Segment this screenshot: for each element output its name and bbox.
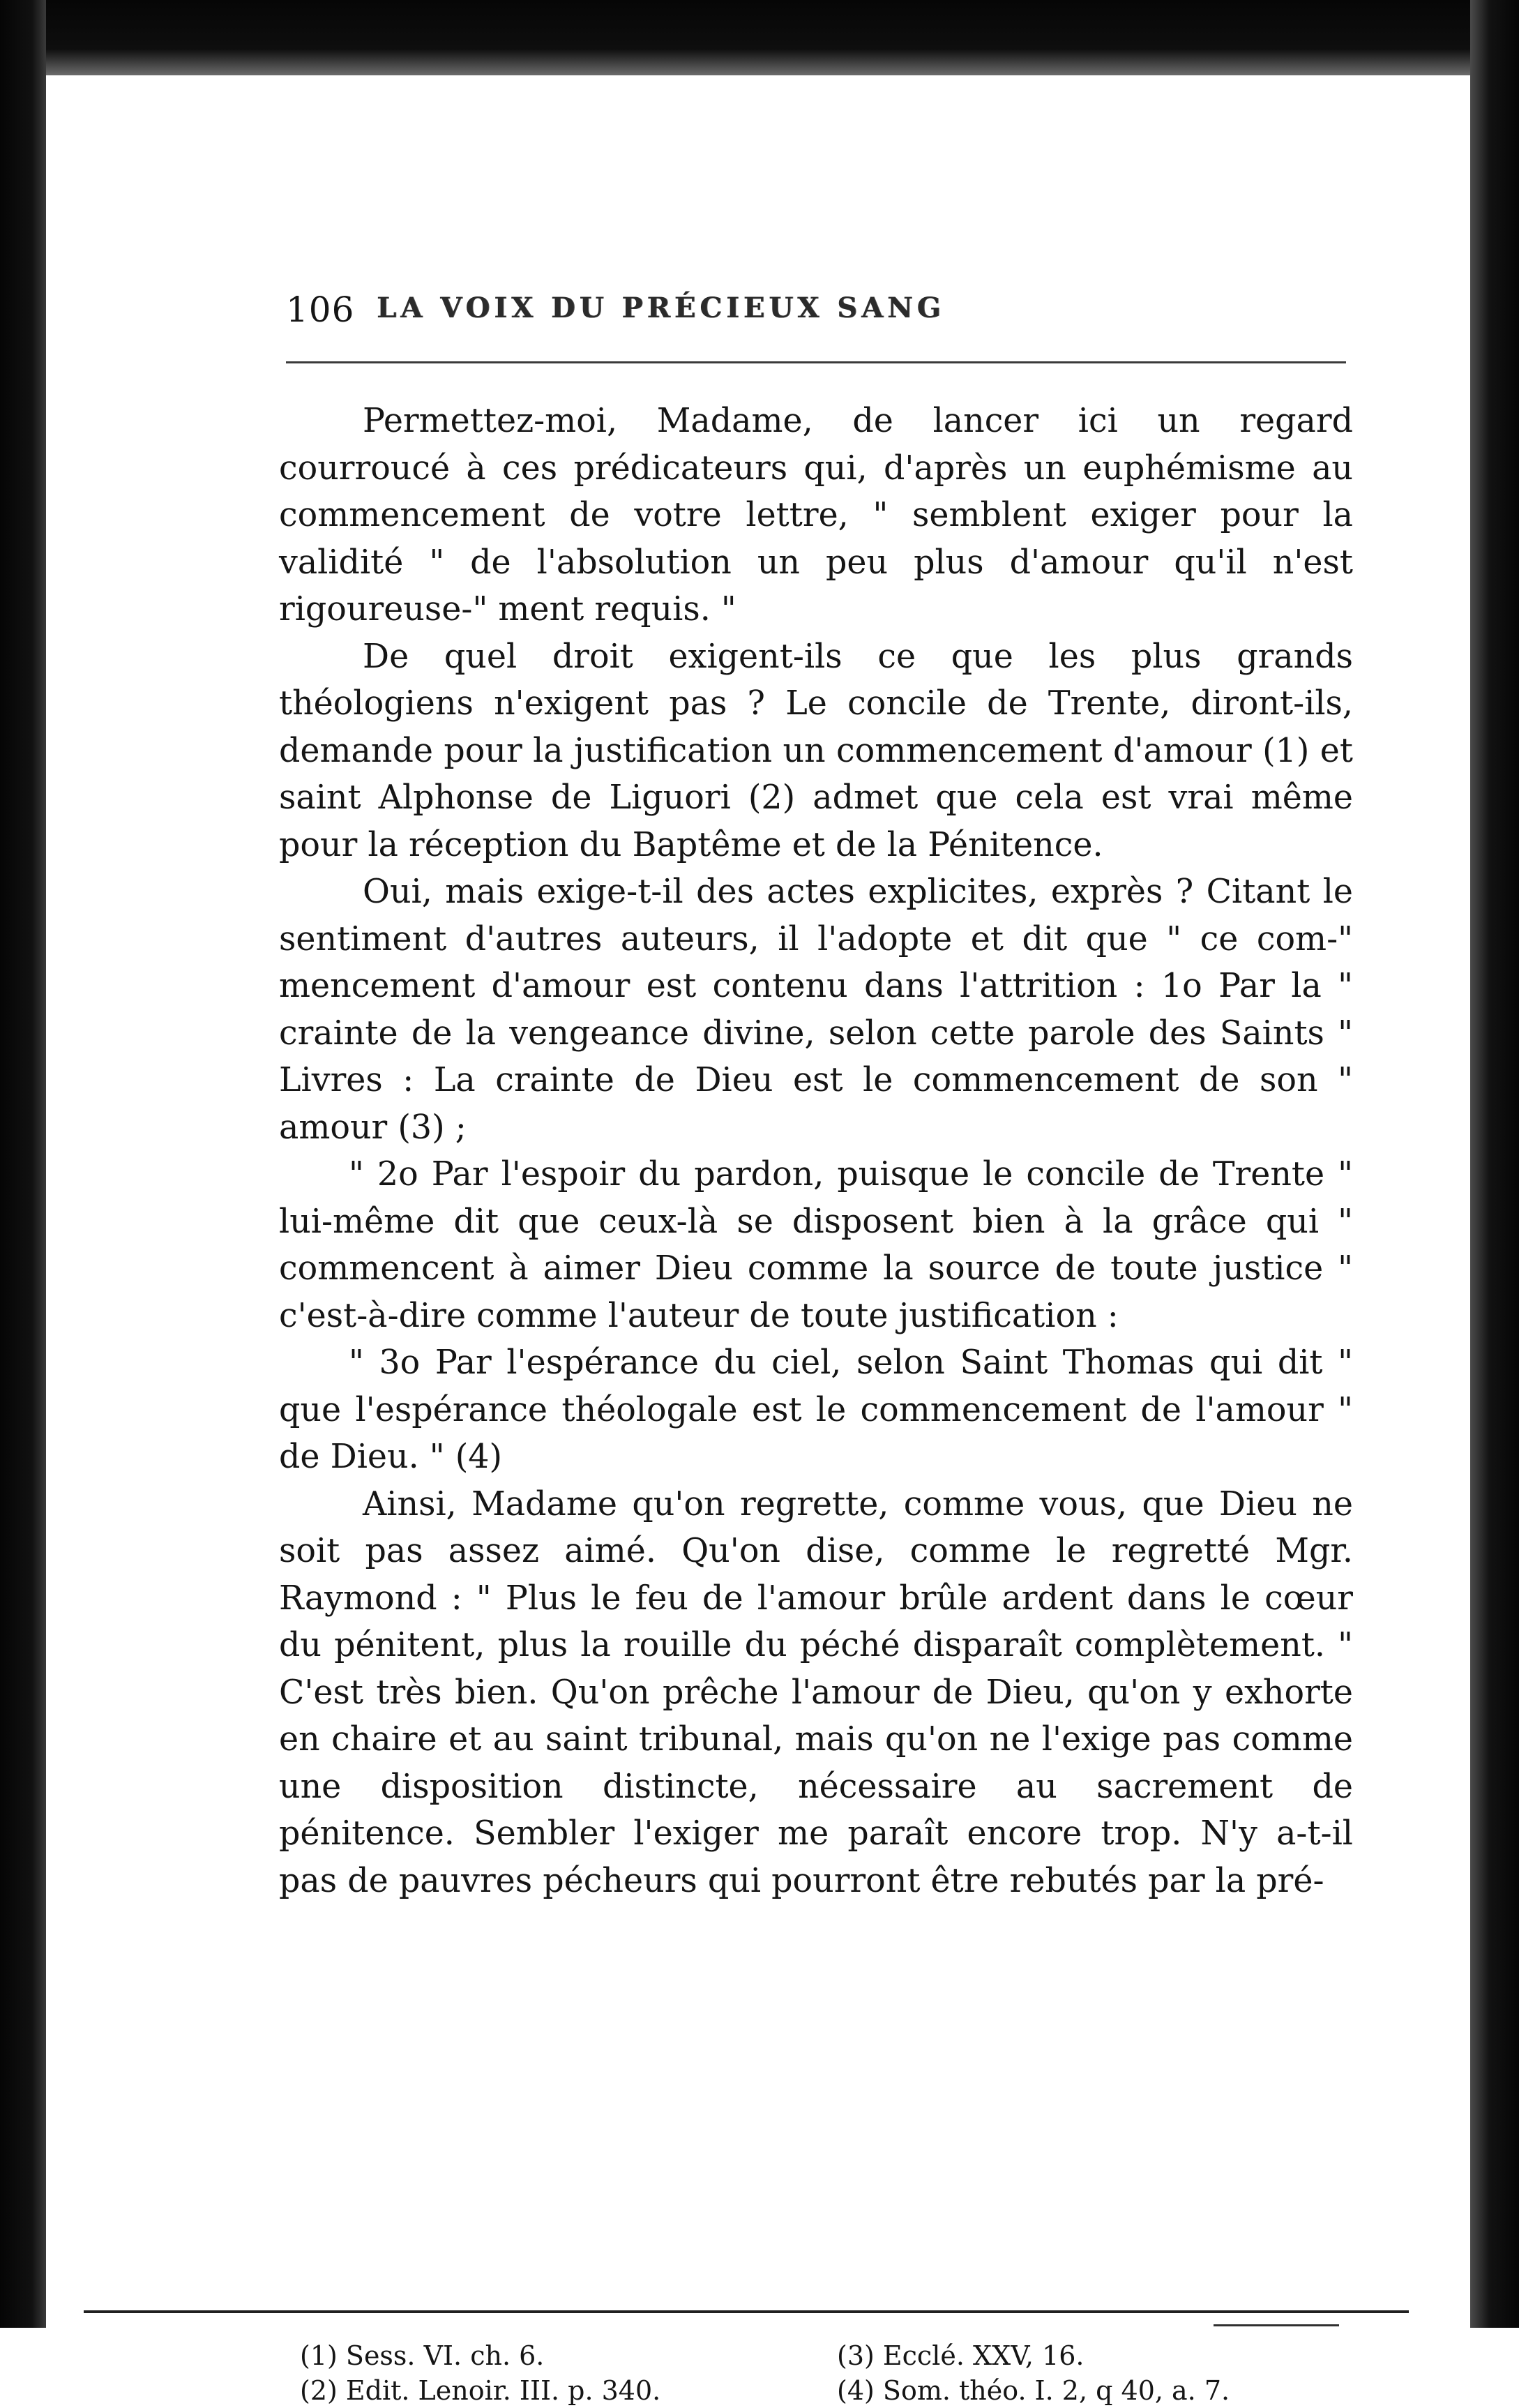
paragraph: De quel droit exigent-ils ce que les plus grands théologiens n'exigent pas ? Le concile de Trente, diront-ils, demande pour la justification un commencement d'amour (1) et saint Alphonse de Liguori (2) admet que cela est vrai même pour la réception du Baptême et de la Pénitence. xyxy=(279,637,1353,864)
paragraph: Oui, mais exige-t-il des actes explicites, exprès ? Citant le sentiment d'autres auteurs, il l'adopte et dit que " ce com-" mencement d'amour est contenu dans l'attrition : 1o Par la " crainte de la vengeance divine, selon cette parole des Saints " Livres : La crainte de Dieu est le commencement de son " amour (3) ; xyxy=(279,873,1353,1147)
running-title: LA VOIX DU PRÉCIEUX SANG xyxy=(377,292,945,324)
header-rule xyxy=(286,361,1346,363)
footnote: (1) Sess. VI. ch. 6. xyxy=(300,2340,545,2371)
footnote: (4) Som. théo. I. 2, q 40, a. 7. xyxy=(837,2375,1230,2406)
paragraph: Permettez-moi, Madame, de lancer ici un regard courroucé à ces prédicateurs qui, d'après un euphémisme au commencement de votre lettre, " semblent exiger pour la validité " de l'absolution un peu plus d'amour qu'il n'est rigoureuse-" ment requis. " xyxy=(279,402,1353,629)
running-head xyxy=(279,258,1353,328)
scan-border-right xyxy=(1470,0,1519,2328)
scan-bottom-line xyxy=(84,2310,1409,2313)
quote-paragraph: " 2o Par l'espoir du pardon, puisque le concile de Trente " lui-même dit que ceux-là se disposent bien à la grâce qui " commencent à aimer Dieu comme la source de toute justice " c'est-à-dire comme l'auteur de toute justification : xyxy=(279,1155,1353,1335)
footnote: (2) Edit. Lenoir. III. p. 340. xyxy=(300,2375,661,2406)
footnotes xyxy=(300,2338,1346,2408)
scan-border-left xyxy=(0,0,46,2328)
footnote-rule xyxy=(1214,2324,1339,2326)
footnote: (3) Ecclé. XXV, 16. xyxy=(837,2340,1085,2371)
book-page xyxy=(279,258,1353,2406)
quote-paragraph: " 3o Par l'espérance du ciel, selon Saint Thomas qui dit " que l'espérance théologale est le commencement de l'amour " de Dieu. " (4) xyxy=(279,1344,1353,1476)
page-number: 106 xyxy=(286,289,355,330)
body-text xyxy=(279,398,1353,1904)
scan-border-top xyxy=(0,0,1519,75)
paragraph: Ainsi, Madame qu'on regrette, comme vous, que Dieu ne soit pas assez aimé. Qu'on dise, comme le regretté Mgr. Raymond : " Plus le feu de l'amour brûle ardent dans le cœur du pénitent, plus la rouille du péché disparaît complètement. " C'est très bien. Qu'on prêche l'amour de Dieu, qu'on y exhorte en chaire et au saint tribunal, mais qu'on ne l'exige pas comme une disposition distincte, nécessaire au sacrement de pénitence. Sembler l'exiger me paraît encore trop. N'y a-t-il pas de pauvres pécheurs qui pourront être rebutés par la pré- xyxy=(279,1484,1353,1900)
